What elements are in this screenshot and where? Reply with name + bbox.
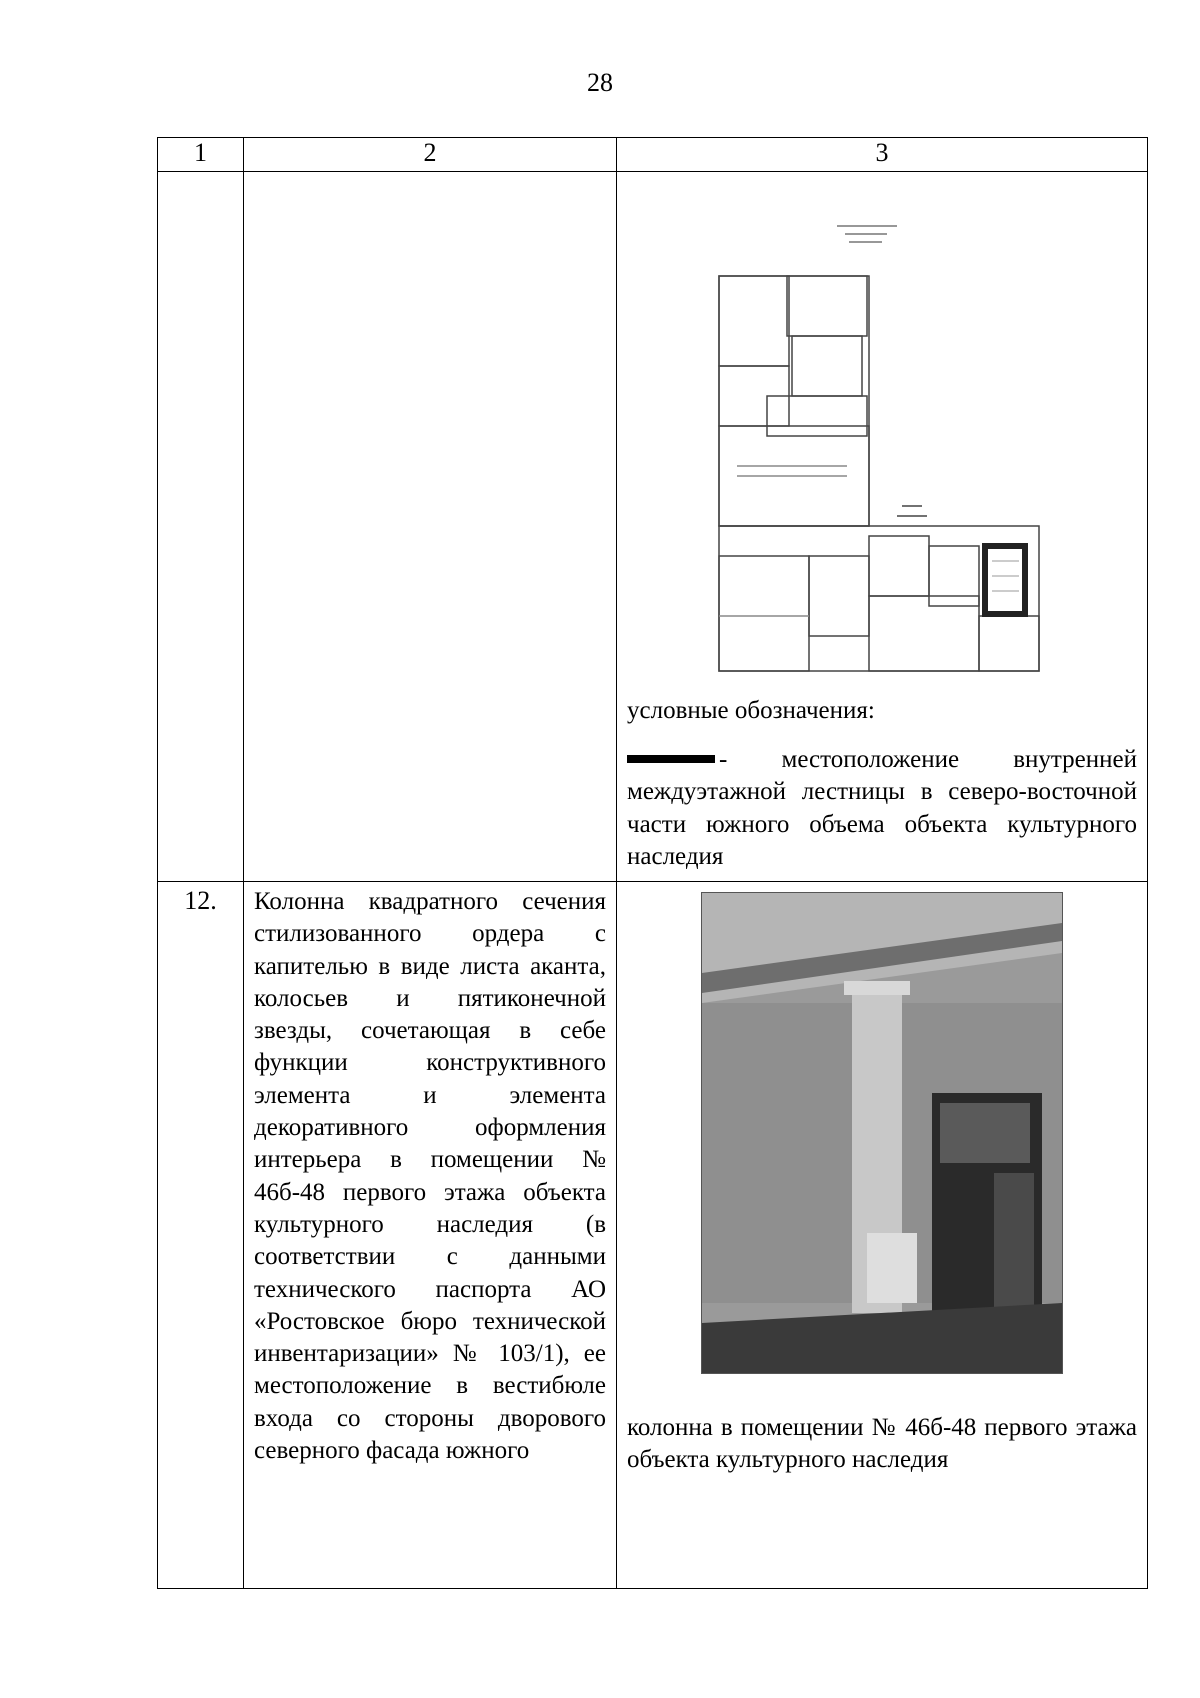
page-number: 28 [587, 68, 613, 97]
row-number [158, 172, 244, 882]
table-row [158, 882, 1148, 1589]
monument-table [157, 137, 1148, 1589]
column-photo-icon [701, 892, 1063, 1374]
photo-caption: колонна в помещении № 46б-48 первого этажа объекта культурного наследия [627, 1414, 1137, 1474]
header-col-3: 3 [617, 138, 1148, 172]
legend-line-marker-icon [627, 755, 715, 763]
row-illustration-cell [617, 172, 1148, 882]
legend-text: - местоположение внутренней междуэтажной лестницы в северо-восточной части южного объема объекта культурного наследия [627, 746, 1137, 870]
row-description [244, 172, 617, 882]
table-row [158, 172, 1148, 882]
legend-entry [627, 744, 1137, 873]
header-col-2: 2 [244, 138, 617, 172]
row-number: 12. [158, 882, 244, 1589]
floor-plan-drawing-icon [697, 216, 1067, 678]
table-header-row [158, 138, 1148, 172]
legend-title: условные обозначения: [627, 697, 875, 724]
row-illustration-cell [617, 882, 1148, 1589]
row-description: Колонна квадратного сечения стилизованного ордера с капителью в виде листа аканта, колосьев и пятиконечной звезды, сочетающая в себе функции конструктивного элемента и элемента декоративного оформления интерьера в помещении № 46б-48 первого этажа объекта культурного наследия (в соответствии с данными технического паспорта АО «Ростовское бюро технической инвентаризации» № 103/1), ее местоположение в вестибюле входа со стороны дворового северного фасада южного [244, 882, 617, 1589]
header-col-1: 1 [158, 138, 244, 172]
